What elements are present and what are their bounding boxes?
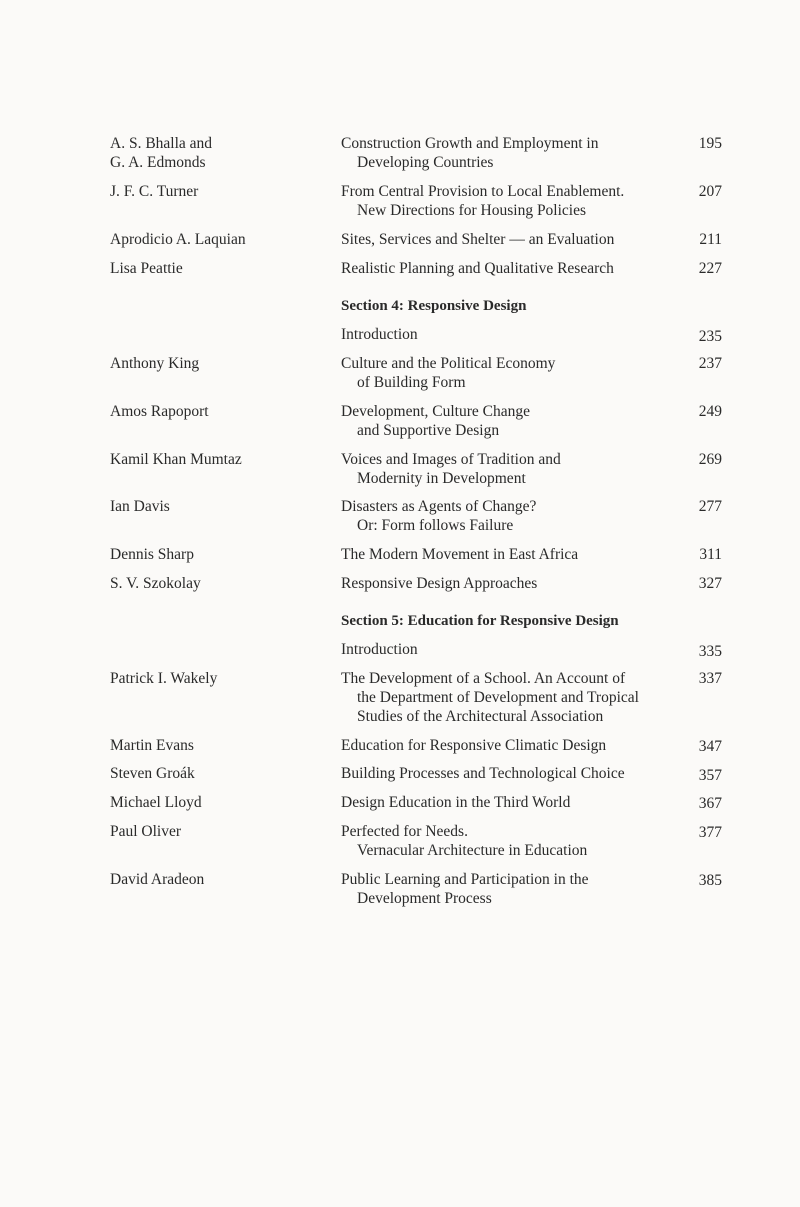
- entry-page-number: 237: [698, 355, 722, 372]
- entry-page-number: 249: [698, 403, 722, 420]
- entry-page-number: 235: [698, 328, 722, 345]
- entry-author: Michael Lloyd: [110, 794, 202, 811]
- entry-title: The Development of a School. An Account of the Department of Development and Tropical Studies of the Architectural Association: [341, 670, 639, 725]
- entry-author: S. V. Szokolay: [110, 575, 201, 592]
- entry-title: Culture and the Political Economy of Building Form: [341, 355, 556, 391]
- entry-author: A. S. Bhalla and G. A. Edmonds: [110, 135, 213, 171]
- entry-author: Amos Rapoport: [110, 403, 209, 420]
- entry-title: Realistic Planning and Qualitative Research: [341, 260, 614, 277]
- entry-author: Dennis Sharp: [110, 546, 194, 563]
- entry-author: Martin Evans: [110, 737, 194, 754]
- entry-author: Ian Davis: [110, 498, 170, 515]
- entry-title: Introduction: [341, 326, 418, 343]
- entry-author: J. F. C. Turner: [110, 183, 199, 200]
- entry-title: Education for Responsive Climatic Design: [341, 737, 607, 754]
- entry-page-number: 211: [699, 231, 722, 248]
- entry-author: Kamil Khan Mumtaz: [110, 451, 242, 468]
- entry-page-number: 327: [698, 575, 722, 592]
- entry-page-number: 385: [698, 872, 722, 889]
- entry-page-number: 311: [699, 546, 722, 563]
- entry-page-number: 269: [698, 451, 722, 468]
- entry-author: Steven Groák: [110, 765, 195, 782]
- section-heading: Section 5: Education for Responsive Design: [341, 613, 619, 629]
- entry-page-number: 337: [698, 670, 722, 687]
- entry-title: Perfected for Needs. Vernacular Architecture in Education: [341, 823, 588, 859]
- entry-page-number: 367: [698, 795, 722, 812]
- entry-title: Design Education in the Third World: [341, 794, 571, 811]
- entry-title: Responsive Design Approaches: [341, 575, 538, 592]
- entry-page-number: 347: [698, 738, 722, 755]
- entry-title: The Modern Movement in East Africa: [341, 546, 579, 563]
- entry-title: Disasters as Agents of Change? Or: Form follows Failure: [341, 498, 537, 534]
- entry-title: Building Processes and Technological Choice: [341, 765, 625, 782]
- entry-title: Sites, Services and Shelter — an Evaluation: [341, 231, 615, 248]
- entry-page-number: 277: [698, 498, 722, 515]
- entry-title: Public Learning and Participation in the Development Process: [341, 871, 589, 907]
- entry-title: Construction Growth and Employment in Developing Countries: [341, 135, 599, 171]
- entry-author: Lisa Peattie: [110, 260, 183, 277]
- entry-page-number: 207: [698, 183, 722, 200]
- entry-title: From Central Provision to Local Enablement. New Directions for Housing Policies: [341, 183, 625, 219]
- entry-page-number: 357: [698, 767, 722, 784]
- entry-author: Anthony King: [110, 355, 200, 372]
- entry-page-number: 227: [698, 260, 722, 277]
- entry-author: Aprodicio A. Laquian: [110, 231, 246, 248]
- entry-title: Voices and Images of Tradition and Modernity in Development: [341, 451, 561, 487]
- section-heading: Section 4: Responsive Design: [341, 298, 527, 314]
- entry-page-number: 195: [698, 135, 722, 152]
- entry-author: Patrick I. Wakely: [110, 670, 218, 687]
- entry-page-number: 377: [698, 824, 722, 841]
- entry-author: Paul Oliver: [110, 823, 182, 840]
- entry-author: David Aradeon: [110, 871, 205, 888]
- entry-title: Introduction: [341, 641, 418, 658]
- entry-title: Development, Culture Change and Supportive Design: [341, 403, 530, 439]
- entry-page-number: 335: [698, 643, 722, 660]
